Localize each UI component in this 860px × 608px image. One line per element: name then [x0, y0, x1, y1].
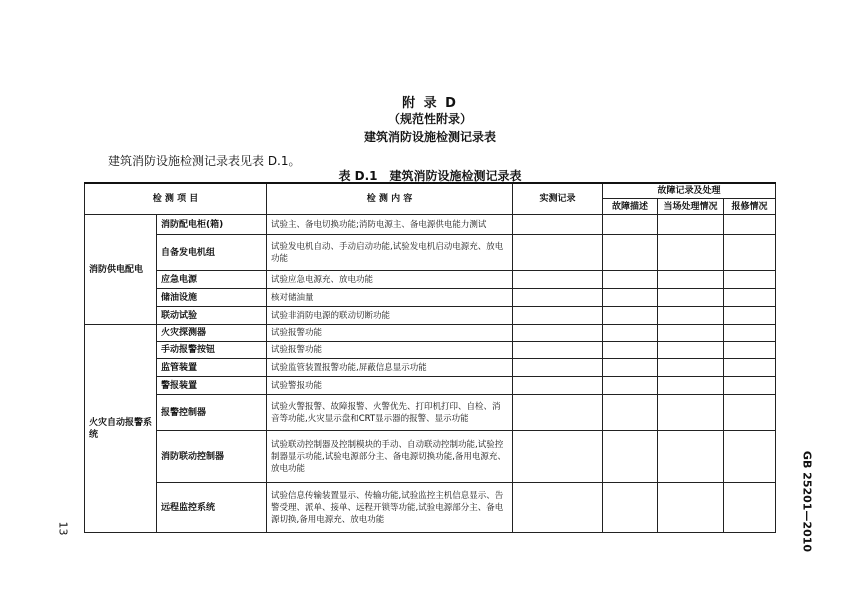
item-cell: 联动试验: [157, 307, 267, 325]
content-cell: 试验主、备电切换功能;消防电源主、备电源供电能力测试: [267, 215, 513, 235]
fault-desc-cell[interactable]: [603, 359, 658, 377]
category-cell: 消防供电配电: [85, 215, 157, 325]
onsite-cell[interactable]: [658, 289, 724, 307]
fault-desc-cell[interactable]: [603, 342, 658, 359]
table-row: [85, 289, 776, 307]
content-cell: 试验警报功能: [267, 377, 513, 395]
table-caption: 表 D.1 建筑消防设施检测记录表: [338, 169, 522, 183]
fault-desc-cell[interactable]: [603, 377, 658, 395]
repair-cell[interactable]: [724, 271, 776, 289]
table-row: [85, 359, 776, 377]
repair-cell[interactable]: [724, 342, 776, 359]
onsite-cell[interactable]: [658, 395, 724, 431]
record-cell[interactable]: [513, 325, 603, 342]
table-row: [85, 271, 776, 289]
record-cell[interactable]: [513, 377, 603, 395]
content-cell: 试验应急电源充、放电功能: [267, 271, 513, 289]
category-cell: 火灾自动报警系统: [85, 325, 157, 533]
header-repair: 报修情况: [724, 199, 776, 215]
header-content: 检 测 内 容: [267, 183, 513, 215]
header-fault-desc: 故障描述: [603, 199, 658, 215]
content-cell: 试验信息传输装置显示、传输功能,试验监控主机信息显示、告警受理、派单、接单、远程开锁等功能,试验电源部分主、备电源切换,备用电源充、放电功能: [267, 483, 513, 533]
table-row: [85, 377, 776, 395]
record-cell[interactable]: [513, 215, 603, 235]
fault-desc-cell[interactable]: [603, 325, 658, 342]
record-cell[interactable]: [513, 307, 603, 325]
table-row: [85, 431, 776, 483]
table-row: [85, 325, 776, 342]
item-cell: 警报装置: [157, 377, 267, 395]
onsite-cell[interactable]: [658, 431, 724, 483]
appendix-title: 附 录 D: [402, 96, 458, 111]
item-cell: 储油设施: [157, 289, 267, 307]
appendix-subtitle: （规范性附录）: [387, 112, 472, 126]
fault-desc-cell[interactable]: [603, 215, 658, 235]
repair-cell[interactable]: [724, 431, 776, 483]
item-cell: 火灾探测器: [157, 325, 267, 342]
repair-cell[interactable]: [724, 377, 776, 395]
onsite-cell[interactable]: [658, 483, 724, 533]
record-cell[interactable]: [513, 395, 603, 431]
onsite-cell[interactable]: [658, 307, 724, 325]
record-cell[interactable]: [513, 271, 603, 289]
item-cell: 消防配电柜(箱): [157, 215, 267, 235]
onsite-cell[interactable]: [658, 215, 724, 235]
fault-desc-cell[interactable]: [603, 395, 658, 431]
record-cell[interactable]: [513, 483, 603, 533]
onsite-cell[interactable]: [658, 325, 724, 342]
record-cell[interactable]: [513, 359, 603, 377]
header-item: 检 测 项 目: [85, 183, 267, 215]
header-record: 实测记录: [513, 183, 603, 215]
content-cell: 试验报警功能: [267, 342, 513, 359]
intro-text: 建筑消防设施检测记录表见表 D.1。: [108, 154, 301, 168]
repair-cell[interactable]: [724, 215, 776, 235]
table-row: [85, 215, 776, 235]
fault-desc-cell[interactable]: [603, 289, 658, 307]
fault-desc-cell[interactable]: [603, 307, 658, 325]
item-cell: 监管装置: [157, 359, 267, 377]
inspection-record-table: [84, 182, 776, 533]
header-fault-group: 故障记录及处理: [603, 183, 776, 199]
appendix-name: 建筑消防设施检测记录表: [363, 130, 496, 144]
onsite-cell[interactable]: [658, 235, 724, 271]
content-cell: 试验火警报警、故障报警、火警优先、打印机打印、自检、消音等功能,火灾显示盘和CRT显示器的报警、显示功能: [267, 395, 513, 431]
table-row: [85, 342, 776, 359]
fault-desc-cell[interactable]: [603, 235, 658, 271]
item-cell: 远程监控系统: [157, 483, 267, 533]
item-cell: 报警控制器: [157, 395, 267, 431]
content-cell: 试验监管装置报警功能,屏蔽信息显示功能: [267, 359, 513, 377]
onsite-cell[interactable]: [658, 271, 724, 289]
repair-cell[interactable]: [724, 325, 776, 342]
content-cell: 试验非消防电源的联动切断功能: [267, 307, 513, 325]
repair-cell[interactable]: [724, 307, 776, 325]
item-cell: 消防联动控制器: [157, 431, 267, 483]
fault-desc-cell[interactable]: [603, 431, 658, 483]
content-cell: 核对储油量: [267, 289, 513, 307]
onsite-cell[interactable]: [658, 359, 724, 377]
repair-cell[interactable]: [724, 289, 776, 307]
table-row: [85, 307, 776, 325]
record-cell[interactable]: [513, 235, 603, 271]
content-cell: 试验联动控制器及控制模块的手动、自动联动控制功能,试验控制器显示功能,试验电源部分主、备电源切换功能,备用电源充、放电功能: [267, 431, 513, 483]
item-cell: 自备发电机组: [157, 235, 267, 271]
onsite-cell[interactable]: [658, 342, 724, 359]
repair-cell[interactable]: [724, 235, 776, 271]
table-row: [85, 483, 776, 533]
repair-cell[interactable]: [724, 395, 776, 431]
fault-desc-cell[interactable]: [603, 483, 658, 533]
record-cell[interactable]: [513, 289, 603, 307]
table-row: [85, 235, 776, 271]
content-cell: 试验发电机自动、手动启动功能,试验发电机启动电源充、放电功能: [267, 235, 513, 271]
standard-code: GB 25201—2010: [800, 450, 814, 553]
header-onsite: 当场处理情况: [658, 199, 724, 215]
repair-cell[interactable]: [724, 483, 776, 533]
content-cell: 试验报警功能: [267, 325, 513, 342]
fault-desc-cell[interactable]: [603, 271, 658, 289]
item-cell: 手动报警按钮: [157, 342, 267, 359]
table-row: [85, 395, 776, 431]
page-number: 13: [56, 521, 70, 536]
record-cell[interactable]: [513, 431, 603, 483]
record-cell[interactable]: [513, 342, 603, 359]
onsite-cell[interactable]: [658, 377, 724, 395]
repair-cell[interactable]: [724, 359, 776, 377]
item-cell: 应急电源: [157, 271, 267, 289]
